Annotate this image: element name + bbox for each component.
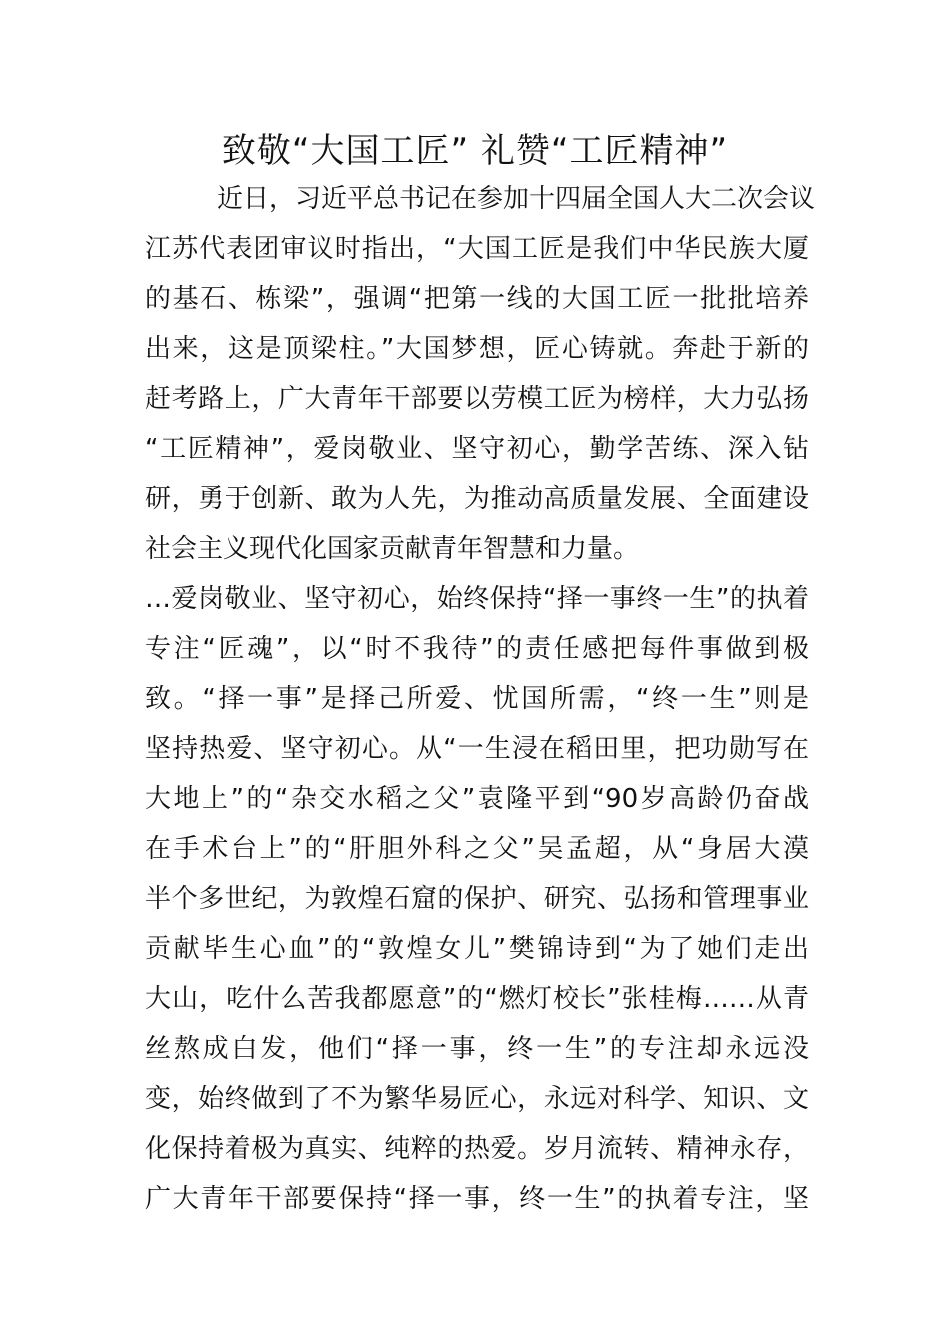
paragraph-line: 半个多世纪，为敦煌石窟的保护、研究、弘扬和管理事业 (145, 884, 809, 914)
paragraph-line: 大地上”的“杂交水稻之父”袁隆平到“90岁高龄仍奋战 (145, 784, 809, 814)
paragraph-line: 坚持热爱、坚守初心。从“一生浸在稻田里，把功勋写在 (145, 734, 809, 764)
paragraph-line: 赶考路上，广大青年干部要以劳模工匠为榜样，大力弘扬 (145, 384, 809, 414)
paragraph-line: 致。“择一事”是择己所爱、忧国所需，“终一生”则是 (145, 684, 809, 714)
paragraph-line: 大山，吃什么苦我都愿意”的“燃灯校长”张桂梅……从青 (145, 984, 809, 1014)
paragraph-line: 化保持着极为真实、纯粹的热爱。岁月流转、精神永存， (145, 1134, 809, 1164)
paragraph-line: 近日，习近平总书记在参加十四届全国人大二次会议 (217, 184, 816, 214)
paragraph-line: 丝熬成白发，他们“择一事，终一生”的专注却永远没 (145, 1034, 809, 1064)
paragraph-line: “工匠精神”，爱岗敬业、坚守初心，勤学苦练、深入钻 (145, 434, 809, 464)
paragraph-line: 专注“匠魂”，以“时不我待”的责任感把每件事做到极 (145, 634, 809, 664)
paragraph-line: 江苏代表团审议时指出，“大国工匠是我们中华民族大厦 (145, 234, 809, 264)
paragraph-line: 出来，这是顶梁柱。”大国梦想，匠心铸就。奔赴于新的 (145, 334, 809, 364)
paragraph-line: 在手术台上”的“肝胆外科之父”吴孟超，从“身居大漠 (145, 834, 809, 864)
paragraph-line: 的基石、栋梁”，强调“把第一线的大国工匠一批批培养 (145, 284, 809, 314)
paragraph-line: …爱岗敬业、坚守初心，始终保持“择一事终一生”的执着 (145, 584, 809, 614)
paragraph-line: 贡献毕生心血”的“敦煌女儿”樊锦诗到“为了她们走出 (145, 934, 809, 964)
document-title: 致敬“大国工匠” 礼赞“工匠精神” (221, 131, 729, 171)
document-body (145, 174, 816, 1224)
paragraph-line: 广大青年干部要保持“择一事，终一生”的执着专注，坚 (145, 1184, 809, 1214)
paragraph-line: 社会主义现代化国家贡献青年智慧和力量。 (145, 534, 640, 564)
paragraph-line: 变，始终做到了不为繁华易匠心，永远对科学、知识、文 (145, 1084, 809, 1114)
paragraph-line: 研，勇于创新、敢为人先，为推动高质量发展、全面建设 (145, 484, 809, 514)
